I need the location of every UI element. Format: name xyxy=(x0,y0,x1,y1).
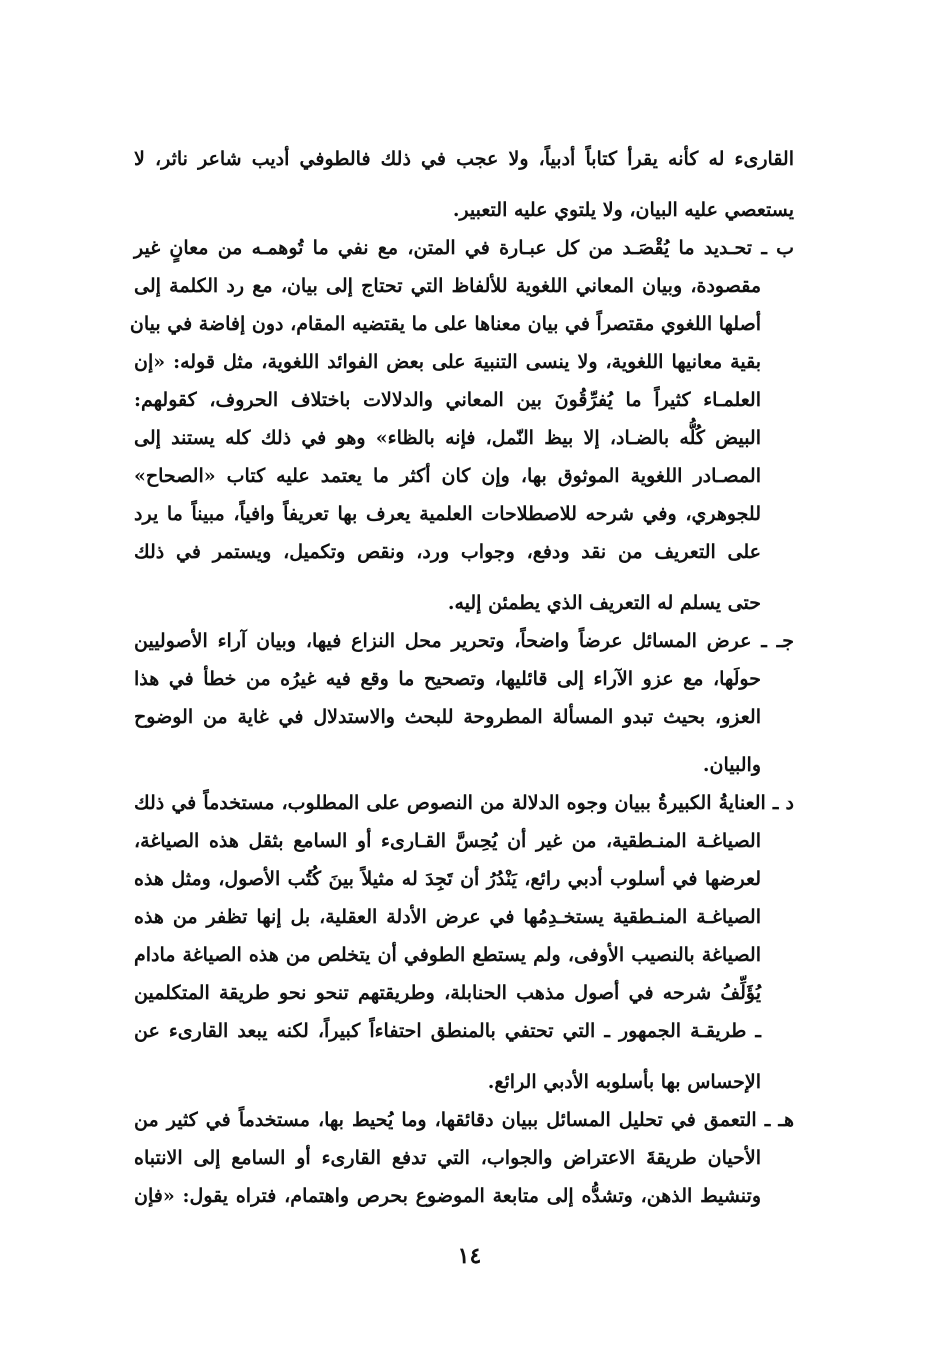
paragraph-line: على التعريف من نقد ودفع، وجواب ورد، ونقص وتكميل، ويستمر في ذلك xyxy=(134,541,761,563)
paragraph-line: المصـادر اللغوية الموثوق بها، وإن كان أكثر ما يعتمد عليه كتاب «الصحاح» xyxy=(134,465,761,487)
paragraph-line: للجوهري، وفي شرحه للاصطلاحات العلمية يعرف بها تعريفاً وافياً، مبيناً ما يرد xyxy=(134,503,761,525)
paragraph-line: مقصودة، وبيان المعاني اللغوية للألفاظ التي تحتاج إلى بيان، مع رد الكلمة إلى xyxy=(134,275,761,297)
paragraph-line: ـ طريقـة الجمهور ـ التي تحتفي بالمنطق احتفاءاً كبيراً، لكنه يبعد القارىء عن xyxy=(134,1020,761,1042)
paragraph-line: العلمـاء كثيراً ما يُفرِّقُونَ بين المعاني والدلالات باختلاف الحروف، كقولهم: xyxy=(134,389,761,411)
paragraph-line: الصياغـة المنـطقية يستخـدِمُها في عرض الأدلة العقلية، بل إنها تظفر من هذه xyxy=(134,906,761,928)
paragraph-line: القارىء له كأنه يقرأ كتاباً أدبياً، ولا عجب في ذلك فالطوفي أديب شاعر ناثر، لا xyxy=(134,148,794,170)
paragraph-line: حتى يسلم له التعريف الذي يطمئن إليه. xyxy=(447,592,761,614)
paragraph-line: ب ـ تحـديد ما يُقْصَـد من كل عبـارة في المتن، مع نفي ما تُوهمـه من معانٍ غير xyxy=(134,237,794,259)
page-number: ١٤ xyxy=(457,1243,482,1269)
paragraph-line: الصياغـة المنـطقية، من غير أن يُحِسَّ القـارىء أو السامع بثقل هذه الصياغة، xyxy=(134,830,761,852)
paragraph-line: الإحساس بها بأسلوبه الأدبي الرائع. xyxy=(487,1071,761,1093)
paragraph-line: الصياغة بالنصيب الأوفى، ولم يستطع الطوفي أن يتخلص من هذه الصياغة مادام xyxy=(134,944,761,966)
paragraph-line: يُؤَلِّفُ شرحه في أصول مذهب الحنابلة، وطريقتهم تنحو نحو طريقة المتكلمين xyxy=(134,982,761,1004)
paragraph-line: وتنشيط الذهن، وتشدُّه إلى متابعة الموضوع بحرص واهتمام، فتراه يقول: «فإن xyxy=(134,1185,761,1207)
paragraph-line: الأحيان طريقةَ الاعتراض والجواب، التي تدفع القارىء أو السامع إلى الانتباه xyxy=(134,1147,761,1169)
paragraph-line: هـ ـ التعمق في تحليل المسائل ببيان دقائقها، وما يُحيط بها، مستخدماً في كثير من xyxy=(134,1109,794,1131)
paragraph-line: لعرضها في أسلوب أدبي رائع، يَنْدُرُ أن تَجِدَ له مثيلاً بينَ كُتُب الأصول، ومثل هذه xyxy=(134,868,761,890)
paragraph-line: العزو، بحيث تبدو المسألة المطروحة للبحث والاستدلال في غاية من الوضوح xyxy=(134,706,761,728)
paragraph-line: يستعصي عليه البيان، ولا يلتوي عليه التعبير. xyxy=(452,199,794,221)
paragraph-line: د ـ العنايةُ الكبيرةُ ببيان وجوه الدلالة من النصوص على المطلوب، مستخدماً في ذلك xyxy=(134,792,794,814)
paragraph-line: حولَها، مع عزو الآراء إلى قائليها، وتصحيح ما وقع فيه غيرُه من خطأ في هذا xyxy=(134,668,761,690)
paragraph-line: بقية معانيها اللغوية، ولا ينسى التنبيهَ على بعض الفوائد اللغوية، مثل قوله: «إن xyxy=(134,351,761,373)
paragraph-line: أصلها اللغوي مقتصراً في بيان معناها على ما يقتضيه المقام، دون إفاضة في بيان xyxy=(129,313,761,335)
paragraph-line: والبيان. xyxy=(702,754,761,776)
paragraph-line: البيض كُلُّه بالضـاد، إلا بيظ النّمل، فإنه بالظاء» وهو في ذلك كله يستند إلى xyxy=(134,427,761,449)
paragraph-line: جـ ـ عرض المسائل عرضاً واضحاً، وتحرير محل النزاع فيها، وبيان آراء الأصوليين xyxy=(134,630,794,652)
